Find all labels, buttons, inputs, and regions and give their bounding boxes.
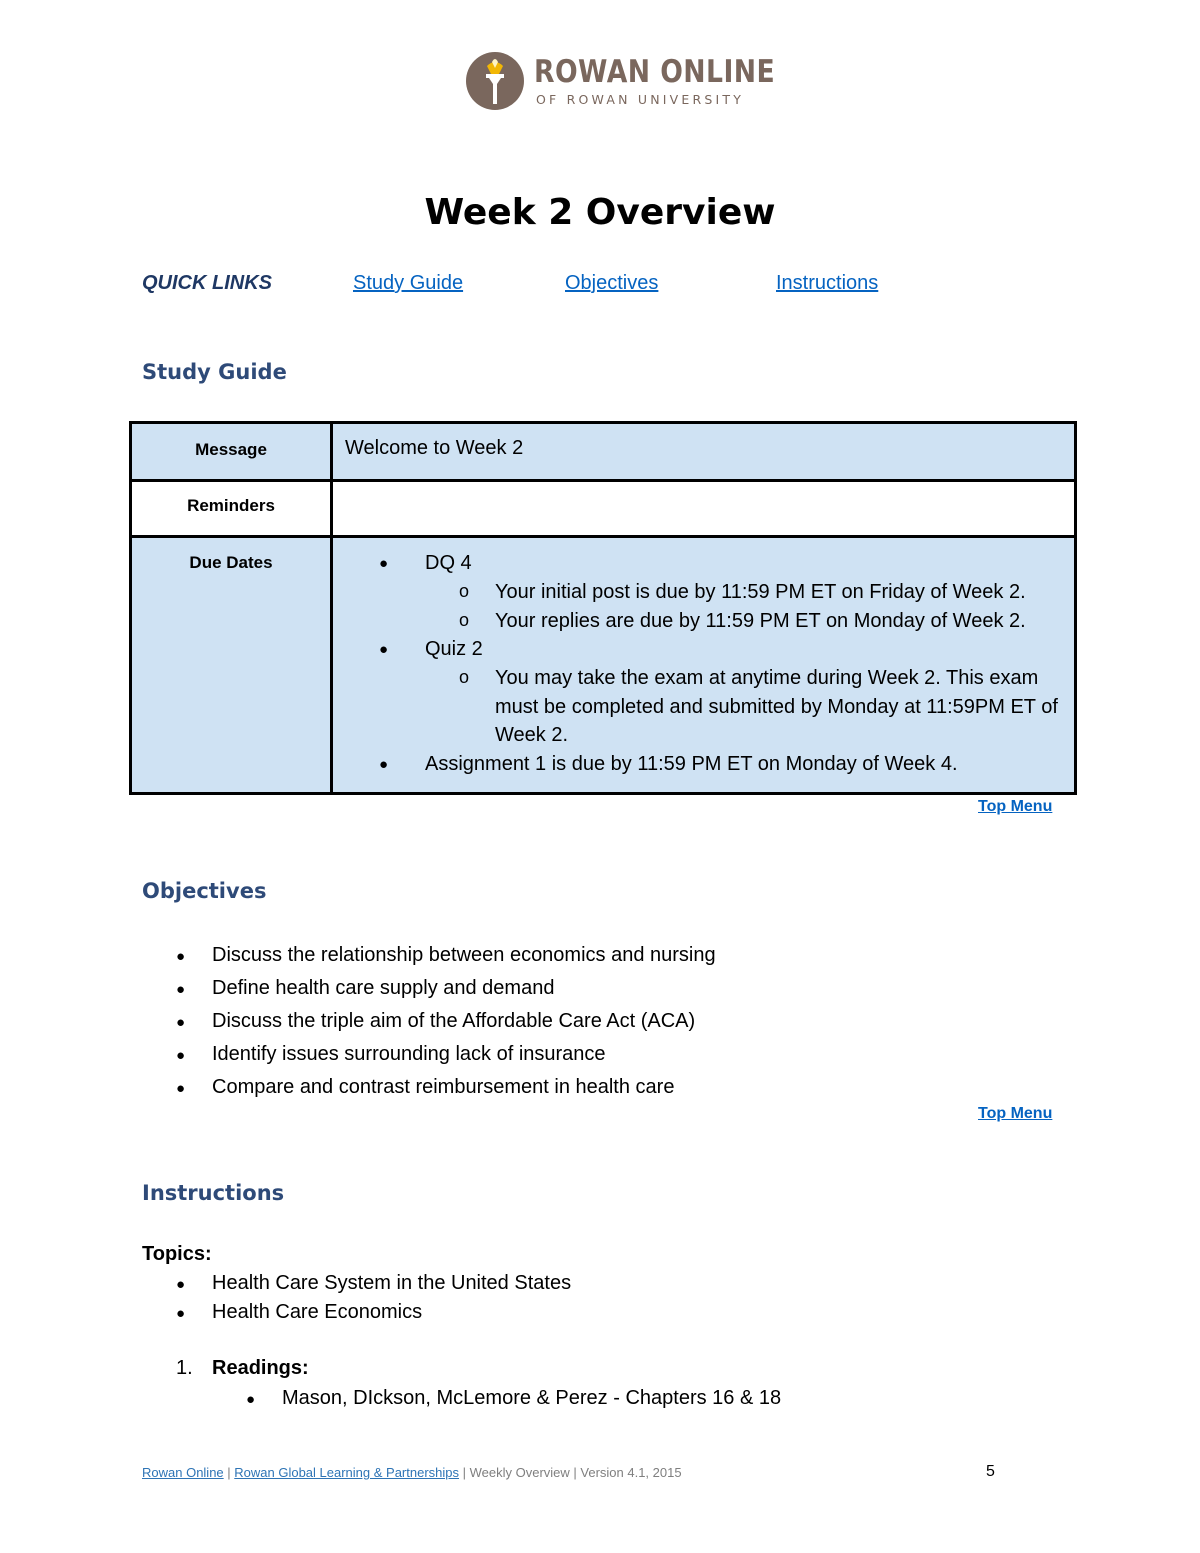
due-dates-list <box>345 549 1064 779</box>
due-subitem-text: You may take the exam at anytime during Week 2. This exam must be completed and submitted by Monday at 11:59PM ET of Week 2. <box>495 667 1058 746</box>
footer <box>142 1465 682 1480</box>
list-item <box>345 607 1064 636</box>
due-subitem-text: Your replies are due by 11:59 PM ET on Monday of Week 2. <box>495 609 1026 632</box>
list-item <box>345 750 1064 779</box>
list-item <box>345 635 1064 750</box>
quick-link-instructions[interactable]: Instructions <box>776 272 879 294</box>
list-item: ● Discuss the triple aim of the Affordable Care Act (ACA) <box>142 1005 716 1038</box>
study-guide-table <box>129 421 1077 795</box>
list-item <box>345 578 1064 607</box>
list-item: ● Identify issues surrounding lack of insurance <box>142 1038 716 1071</box>
list-item: ● Mason, DIckson, McLemore & Perez - Chapters 16 & 18 <box>212 1384 781 1413</box>
torch-icon <box>466 52 524 110</box>
message-value: Welcome to Week 2 <box>332 423 1076 481</box>
page-title: Week 2 Overview <box>424 192 776 233</box>
table-row <box>131 423 1076 481</box>
objectives-list <box>142 939 716 1104</box>
table-row <box>131 481 1076 537</box>
footer-link-rowan-online[interactable]: Rowan Online <box>142 1465 224 1480</box>
top-menu-link[interactable]: Top Menu <box>978 798 1053 815</box>
top-menu-link[interactable]: Top Menu <box>978 1105 1053 1122</box>
list-item <box>345 549 1064 635</box>
rowan-online-logo <box>466 52 776 114</box>
due-item-text: Quiz 2 <box>425 638 483 660</box>
reminders-label: Reminders <box>131 481 332 537</box>
list-item: ● Health Care System in the United States <box>142 1269 571 1298</box>
list-item: ● Discuss the relationship between economics and nursing <box>142 939 716 972</box>
logo-name: ROWAN ONLINE <box>534 54 776 90</box>
due-dates-value <box>332 537 1076 794</box>
footer-text: | Weekly Overview | Version 4.1, 2015 <box>459 1465 682 1480</box>
readings-list <box>212 1384 781 1413</box>
message-label: Message <box>131 423 332 481</box>
study-guide-heading: Study Guide <box>142 360 287 384</box>
due-item-text: Assignment 1 is due by 11:59 PM ET on Monday of Week 4. <box>425 752 958 775</box>
due-subitem-text: Your initial post is due by 11:59 PM ET on Friday of Week 2. <box>495 581 1026 603</box>
table-row <box>131 537 1076 794</box>
due-dates-label: Due Dates <box>131 537 332 794</box>
list-item: ● Compare and contrast reimbursement in health care <box>142 1071 716 1104</box>
quick-link-study-guide[interactable]: Study Guide <box>353 272 464 294</box>
readings-label: Readings: <box>212 1357 309 1379</box>
logo-subtitle: OF ROWAN UNIVERSITY <box>536 92 745 107</box>
footer-link-global-learning[interactable]: Rowan Global Learning & Partnerships <box>234 1465 460 1480</box>
topics-list <box>142 1269 571 1327</box>
footer-separator: | <box>223 1465 235 1480</box>
list-item: ● Define health care supply and demand <box>142 972 716 1005</box>
objectives-heading: Objectives <box>142 879 267 903</box>
topics-label: Topics: <box>142 1243 212 1265</box>
quick-link-objectives[interactable]: Objectives <box>565 272 659 294</box>
readings-number: 1. <box>176 1357 193 1379</box>
quick-links-label: QUICK LINKS <box>142 272 272 294</box>
due-item-text: DQ 4 <box>425 552 472 574</box>
reminders-value <box>332 481 1076 537</box>
list-item: ● Health Care Economics <box>142 1298 571 1327</box>
page-number: 5 <box>986 1463 995 1480</box>
list-item <box>345 664 1064 750</box>
instructions-heading: Instructions <box>142 1181 285 1205</box>
